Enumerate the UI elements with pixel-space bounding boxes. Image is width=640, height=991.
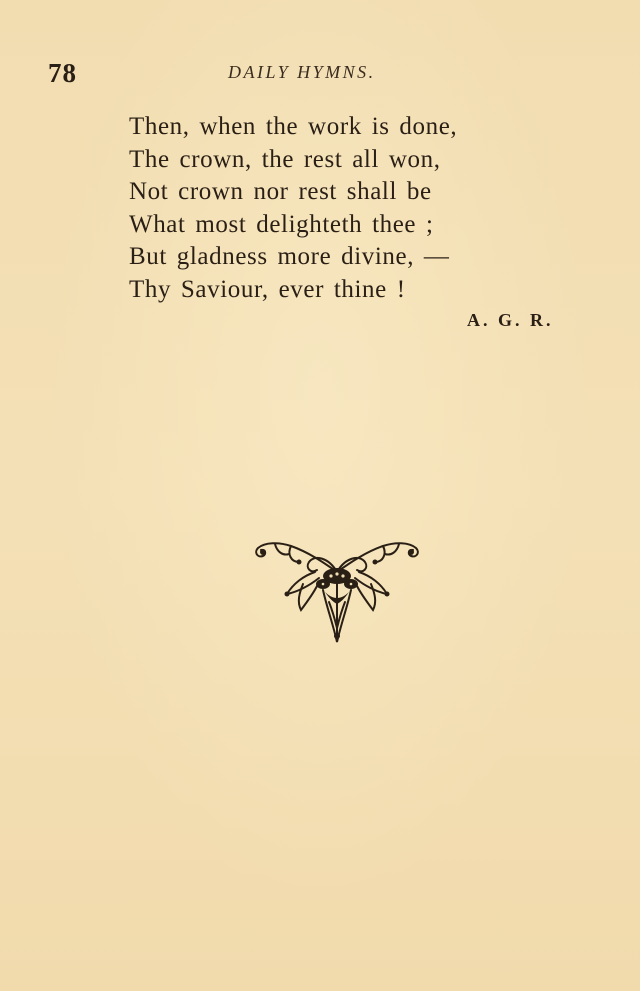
floral-tailpiece-icon [253, 532, 421, 646]
verse-line-3: Not crown nor rest shall be [129, 178, 432, 205]
poem-stanza [129, 111, 509, 306]
verse-line-4: What most delighteth thee ; [129, 210, 434, 238]
verse-line-5: But gladness more divine, — [129, 243, 450, 270]
verse-line-2: The crown, the rest all won, [129, 145, 441, 173]
verse-line-1: Then, when the work is done, [129, 113, 458, 140]
running-title: DAILY HYMNS. [228, 62, 376, 82]
verse-line-6: Thy Saviour, ever thine ! [129, 275, 406, 303]
page-number: 78 [48, 58, 77, 88]
author-initials: A. G. R. [467, 310, 554, 330]
